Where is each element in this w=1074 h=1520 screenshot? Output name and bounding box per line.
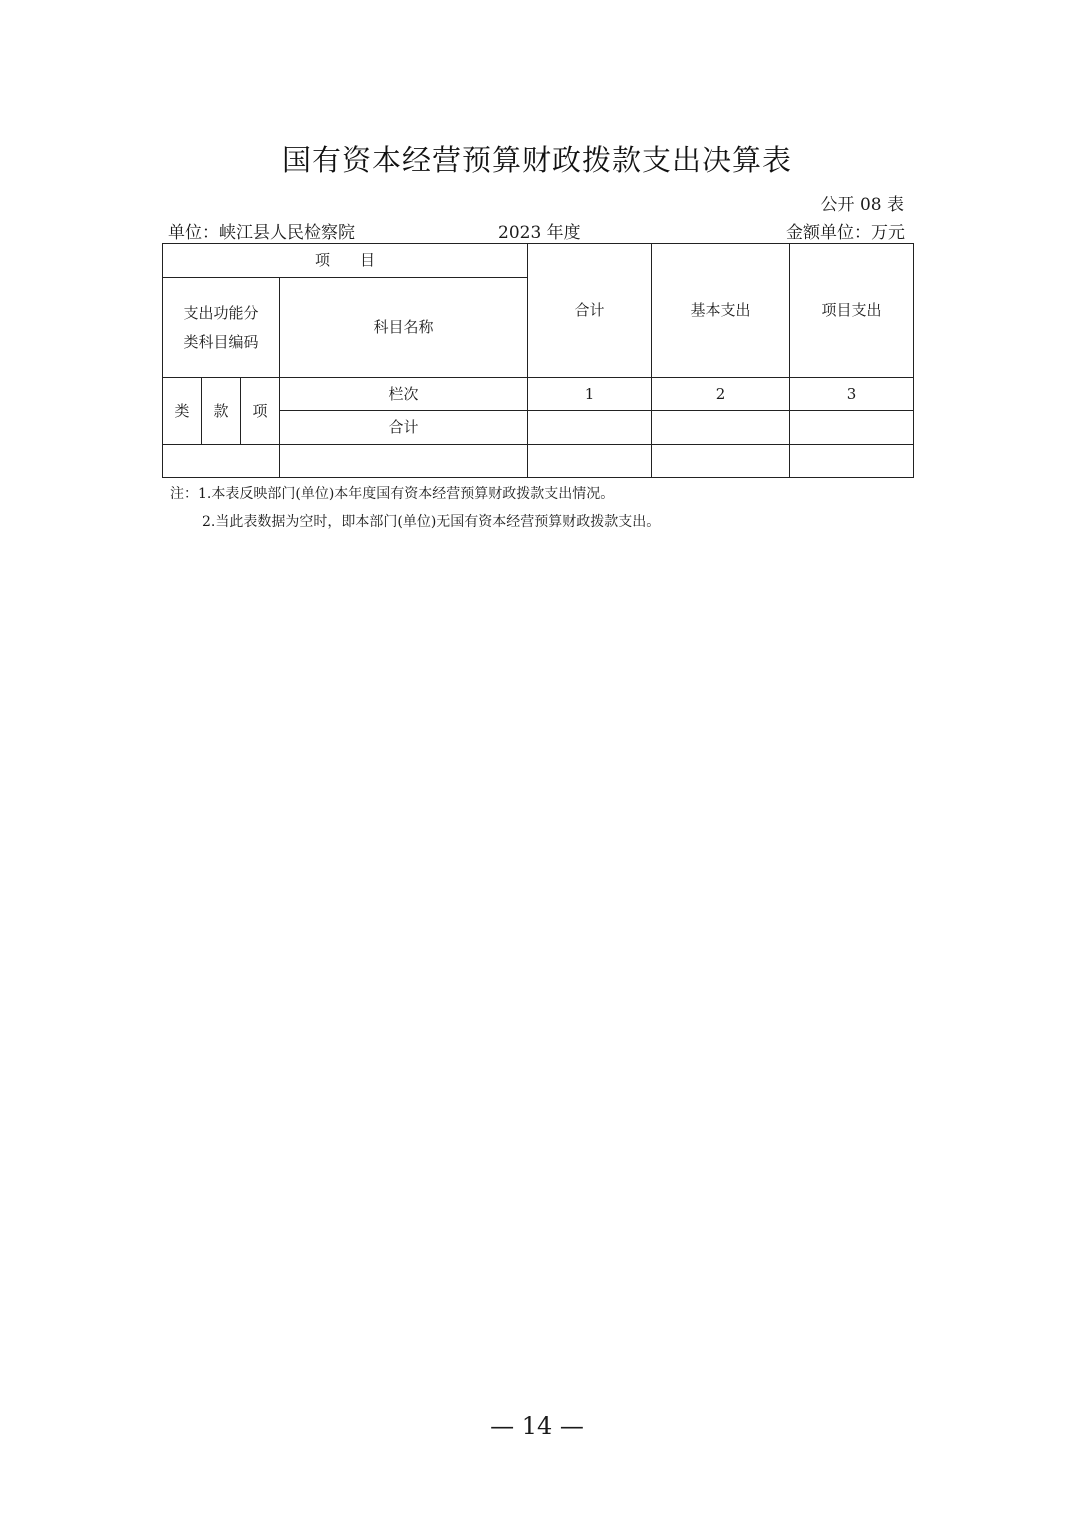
notes	[170, 486, 660, 531]
empty-total-cell	[528, 445, 652, 478]
column-number-project: 3	[790, 378, 914, 411]
header-total: 合计	[528, 244, 652, 378]
header-name: 科目名称	[280, 278, 528, 378]
note-1: 注：1.本表反映部门(单位)本年度国有资本经营预算财政拨款支出情况。	[170, 486, 615, 502]
sum-total-cell	[528, 411, 652, 445]
expenditure-table	[162, 243, 914, 478]
sub-header-xiang: 项	[241, 378, 280, 445]
sub-header-kuan: 款	[202, 378, 241, 445]
header-row-1	[163, 244, 914, 278]
table-code: 公开 08 表	[820, 195, 904, 215]
empty-basic-cell	[652, 445, 790, 478]
sum-basic-cell	[652, 411, 790, 445]
empty-name-cell	[280, 445, 528, 478]
unit-label: 单位：峡江县人民检察院	[168, 223, 355, 243]
header-project: 项目支出	[790, 244, 914, 378]
meta-row	[168, 218, 905, 243]
header-code: 支出功能分类科目编码	[163, 278, 280, 378]
year-label: 2023 年度	[498, 223, 581, 243]
sum-row-label: 合计	[280, 411, 528, 445]
amount-unit-label: 金额单位：万元	[786, 223, 905, 243]
header-basic: 基本支出	[652, 244, 790, 378]
page-title: 国有资本经营预算财政拨款支出决算表	[281, 143, 792, 177]
column-number-row	[163, 378, 914, 411]
page-number: — 14 —	[490, 1412, 584, 1440]
column-number-total: 1	[528, 378, 652, 411]
empty-code-cell	[163, 445, 280, 478]
header-item: 项 目	[163, 244, 528, 278]
column-number-basic: 2	[652, 378, 790, 411]
sum-project-cell	[790, 411, 914, 445]
column-number-label: 栏次	[280, 378, 528, 411]
empty-project-cell	[790, 445, 914, 478]
empty-data-row	[163, 445, 914, 478]
sub-header-lei: 类	[163, 378, 202, 445]
note-2: 2.当此表数据为空时，即本部门(单位)无国有资本经营预算财政拨款支出。	[202, 514, 661, 530]
